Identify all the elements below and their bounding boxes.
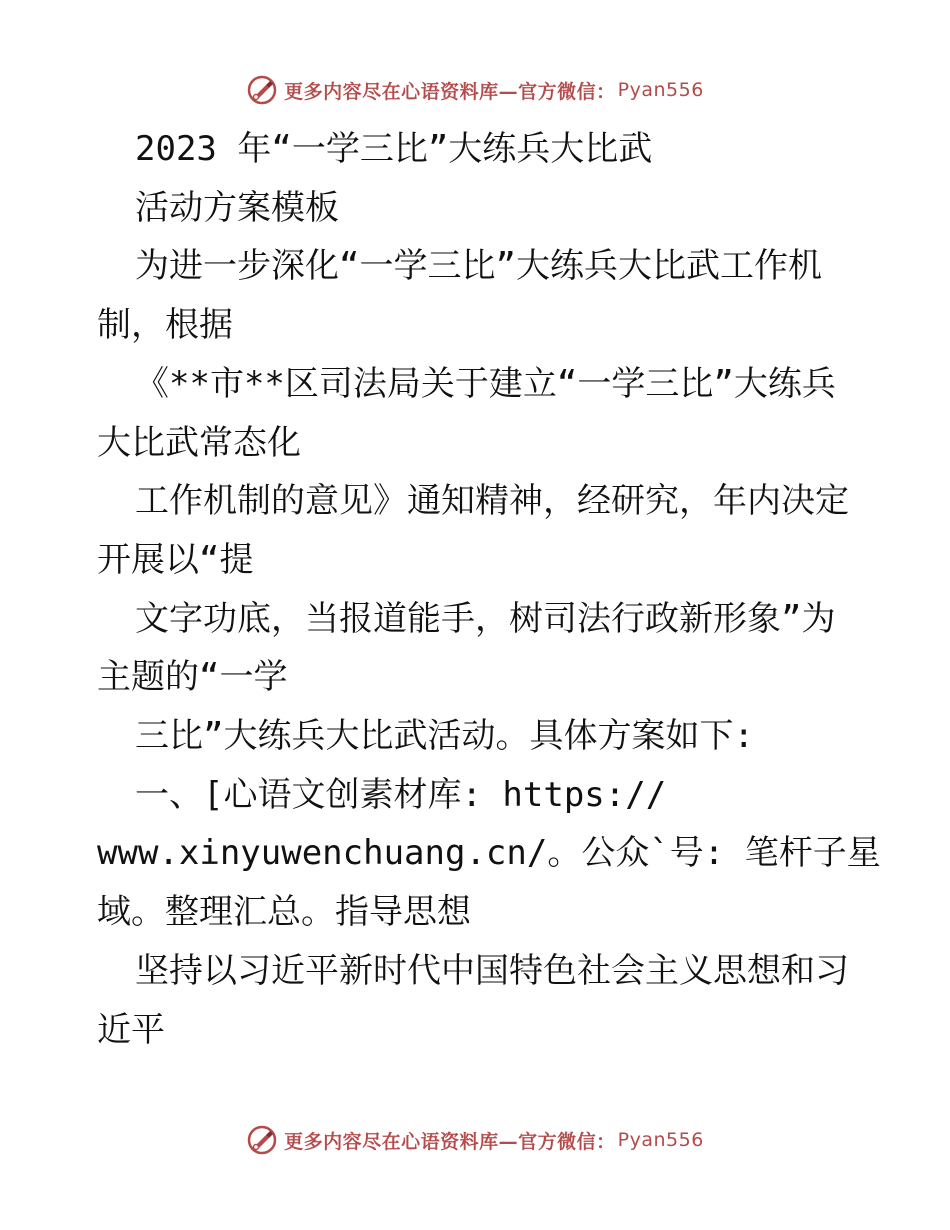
- pen-seal-icon: [246, 74, 278, 106]
- paragraph-line: 主题的“一学: [97, 657, 288, 698]
- header-watermark-banner: [0, 72, 950, 108]
- watermark-text: 更多内容尽在心语资料库—官方微信：: [284, 80, 616, 103]
- watermark-text: 更多内容尽在心语资料库—官方微信：: [284, 1130, 616, 1153]
- doc-title-line-2: 活动方案模板: [135, 187, 339, 228]
- paragraph-line: 文字功底，当报道能手，树司法行政新形象”为: [135, 598, 836, 639]
- paragraph-line: 三比”大练兵大比武活动。具体方案如下:: [135, 716, 754, 757]
- paragraph-line: 为进一步深化“一学三比”大练兵大比武工作机: [135, 246, 822, 287]
- document-body: [97, 120, 881, 1059]
- paragraph-line: 开展以“提: [97, 539, 254, 580]
- paragraph-line: 工作机制的意见》通知精神，经研究，年内决定: [135, 481, 849, 522]
- paragraph-line: 制，根据: [97, 305, 233, 346]
- paragraph-line: 大比武常态化: [97, 422, 301, 463]
- footer-watermark-banner: [0, 1122, 950, 1158]
- paragraph-line: 近平: [97, 1009, 165, 1050]
- paragraph-line: 坚持以习近平新时代中国特色社会主义思想和习: [135, 950, 849, 991]
- doc-title-line-1: 2023 年“一学三比”大练兵大比武: [135, 129, 653, 169]
- watermark-handle: Pyan556: [617, 1129, 704, 1151]
- watermark-handle: Pyan556: [617, 79, 704, 101]
- section-heading-line: 一、[心语文创素材库: https://: [135, 774, 667, 815]
- paragraph-line: 域。整理汇总。指导思想: [97, 892, 471, 933]
- paragraph-line: 《**市**区司法局关于建立“一学三比”大练兵: [135, 363, 836, 404]
- pen-seal-icon: [246, 1124, 278, 1156]
- paragraph-line: www.xinyuwenchuang.cn/。公众`号: 笔杆子星: [97, 833, 881, 874]
